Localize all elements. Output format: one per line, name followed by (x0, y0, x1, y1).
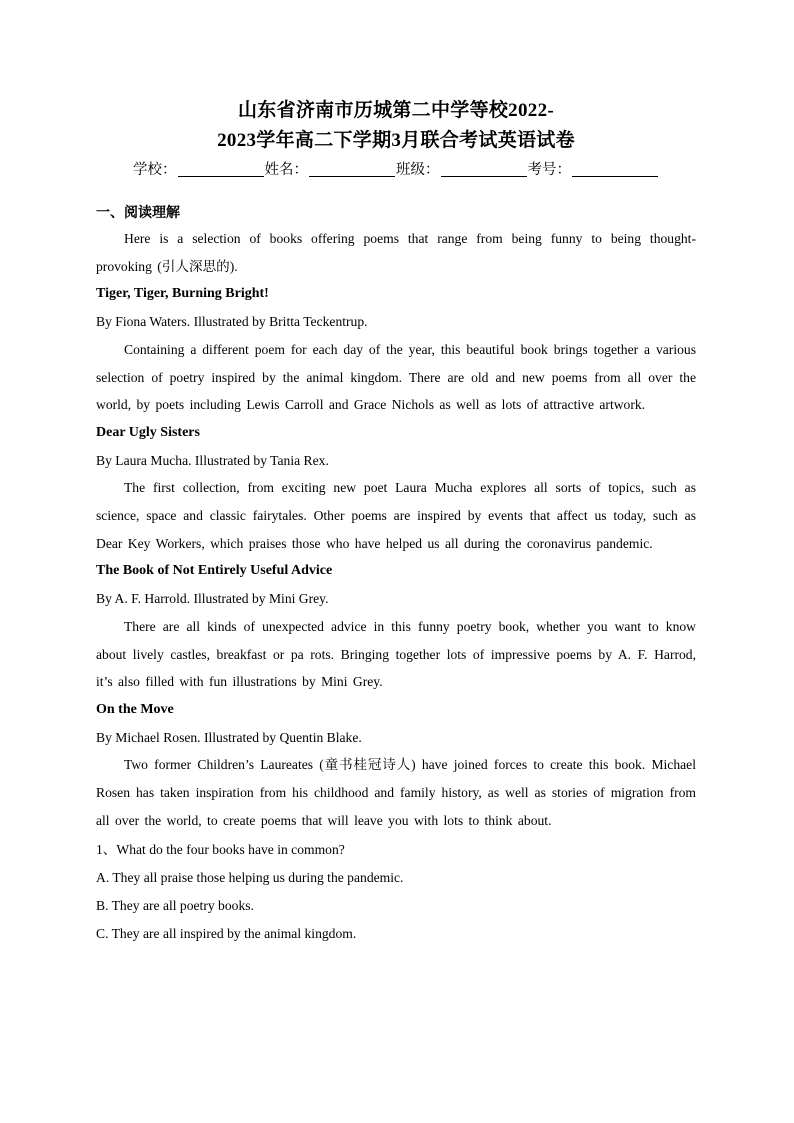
class-label: 班级： (396, 162, 440, 178)
answer-option-c: C. They are all inspired by the animal kingdom. (96, 925, 357, 941)
name-blank (309, 162, 395, 177)
student-info-line (96, 158, 696, 182)
answer-option-a: A. They all praise those helping us during the pandemic. (96, 870, 404, 886)
book-entry (96, 696, 696, 835)
answer-option-b: B. They are all poetry books. (96, 898, 254, 914)
book-title: Dear Ugly Sisters (96, 424, 200, 440)
question-stem: 1、What do the four books have in common? (96, 842, 345, 858)
book-title: Tiger, Tiger, Burning Bright! (96, 286, 269, 302)
exam-title-line2: 2023学年高二下学期3月联合考试英语试卷 (217, 130, 575, 151)
book-byline: By Fiona Waters. Illustrated by Britta Teckentrup. (96, 314, 368, 330)
name-label: 姓名： (264, 162, 308, 178)
exam-title-line1: 山东省济南市历城第二中学等校2022- (237, 100, 555, 121)
book-byline: By A. F. Harrold. Illustrated by Mini Grey. (96, 591, 329, 607)
book-title: On the Move (96, 701, 174, 717)
school-blank (178, 162, 264, 177)
book-title: The Book of Not Entirely Useful Advice (96, 563, 333, 579)
class-blank (441, 162, 527, 177)
book-description: The first collection, from exciting new poet Laura Mucha explores all sorts of topics, such as science, space and classic fairytales. Other poems are inspired by events that affect us today, such as Dear Key Workers, which praises those who have helped us all during the coronavirus pandemic. (96, 480, 696, 551)
book-entry (96, 557, 696, 696)
section-intro: Here is a selection of books offering poems that range from being funny to being thought-provoking (引人深思的). (96, 231, 696, 274)
school-label: 学校： (133, 162, 177, 178)
book-entry (96, 419, 696, 558)
book-description: There are all kinds of unexpected advice in this funny poetry book, whether you want to know about lively castles, breakfast or pa rots. Bringing together lots of impressive poems by A. F. Harrod, it’s also filled with fun illustrations by Mini Grey. (96, 618, 696, 690)
book-byline: By Michael Rosen. Illustrated by Quentin Blake. (96, 729, 362, 745)
book-description: Two former Children’s Laureates (童书桂冠诗人) have joined forces to create this book. Michael Rosen has taken inspiration from his childhood and family history, as well as stories of migration from all over the world, to create poems that will leave you with lots to think about. (96, 757, 696, 828)
book-entry (96, 280, 696, 419)
number-label: 考号： (527, 162, 571, 178)
book-byline: By Laura Mucha. Illustrated by Tania Rex. (96, 452, 329, 468)
book-description: Containing a different poem for each day of the year, this beautiful book brings together a various selection of poetry inspired by the animal kingdom. There are old and new poems from all over the world, by poets including Lewis Carroll and Grace Nichols as well as lots of attractive artwork. (96, 341, 696, 413)
exam-page (96, 96, 696, 948)
section-heading: 一、阅读理解 (96, 206, 180, 221)
number-blank (572, 162, 658, 177)
